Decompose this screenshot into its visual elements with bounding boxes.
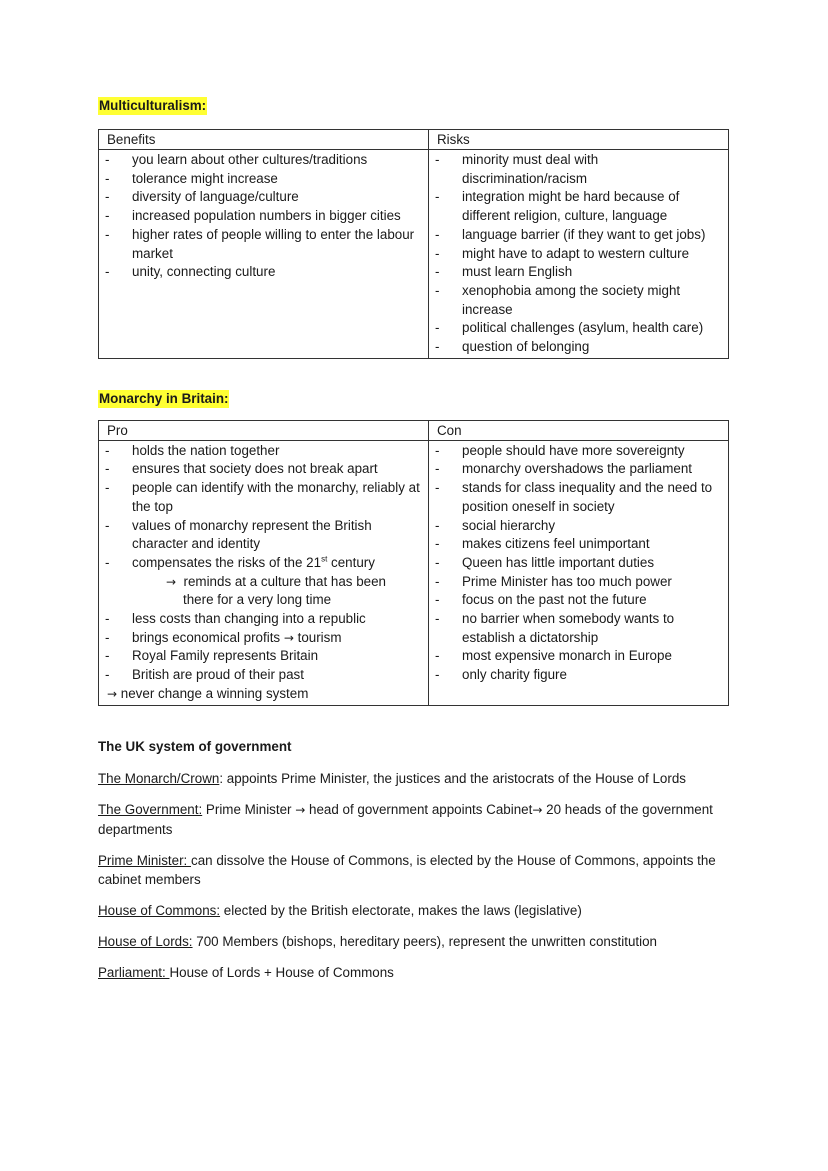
list-item: - tolerance might increase [99,170,424,189]
pro-list [99,442,424,704]
parliament-paragraph: Parliament: House of Lords + House of Commons [98,964,394,980]
government-section [98,738,728,982]
list-item: - holds the nation together [99,442,424,461]
con-list [429,442,724,685]
list-item: - people should have more sovereignty [429,442,724,461]
monarchy-table [98,420,729,706]
list-item: - British are proud of their past [99,666,424,685]
list-item: - makes citizens feel unimportant [429,535,724,554]
lords-paragraph: House of Lords: 700 Members (bishops, hereditary peers), represent the unwritten constitution [98,933,657,949]
right-arrow-icon: → [166,574,177,589]
list-item: - unity, connecting culture [99,263,424,282]
list-item: - less costs than changing into a republic [99,610,424,629]
list-item: - compensates the risks of the 21st century [99,554,424,573]
list-item: - no barrier when somebody wants to establish a dictatorship [429,610,724,647]
list-item: - xenophobia among the society might increase [429,282,724,319]
list-item: - ensures that society does not break apart [99,460,424,479]
right-arrow-icon: → [107,686,118,701]
monarch-paragraph: The Monarch/Crown: appoints Prime Minister, the justices and the aristocrats of the House of Lords [98,770,686,786]
monarch-term: The Monarch/Crown [98,770,220,786]
list-item: - Queen has little important duties [429,554,724,573]
government-term: The Government: [98,801,203,817]
list-item: - stands for class inequality and the need to position oneself in society [429,479,724,516]
list-item: - political challenges (asylum, health care) [429,319,724,338]
benefits-header: Benefits [99,130,429,150]
commons-term: House of Commons: [98,902,221,918]
list-item: - people can identify with the monarchy, reliably at the top [99,479,424,516]
list-item: - increased population numbers in bigger cities [99,207,424,226]
right-arrow-icon: → [283,630,294,645]
multiculturalism-table [98,129,729,359]
multiculturalism-section [98,97,728,359]
monarchy-section [98,390,728,706]
right-arrow-icon: → [295,802,306,817]
lords-term: House of Lords: [98,933,193,949]
list-item: - integration might be hard because of different religion, culture, language [429,188,724,225]
list-item: there for a very long time [183,592,332,608]
list-item: - might have to adapt to western culture [429,245,724,264]
parliament-term: Parliament: [98,964,170,980]
list-item: - diversity of language/culture [99,188,424,207]
commons-paragraph: House of Commons: elected by the British electorate, makes the laws (legislative) [98,902,582,918]
pro-header: Pro [99,420,429,440]
list-item: - monarchy overshadows the parliament [429,460,724,479]
list-item: - question of belonging [429,338,724,357]
prime-minister-paragraph: Prime Minister: can dissolve the House of Commons, is elected by the House of Commons, appoints the cabinet members [98,852,716,887]
list-item: - must learn English [429,263,724,282]
monarchy-heading: Monarchy in Britain: [99,390,229,406]
document-page [98,97,728,994]
government-title: The UK system of government [98,738,292,754]
risks-header: Risks [429,130,729,150]
list-item: → reminds at a culture that has been [166,573,386,589]
list-item: → never change a winning system [107,685,309,701]
government-paragraph: The Government: Prime Minister → head of government appoints Cabinet→ 20 heads of the government departments [98,801,713,837]
list-item: - Royal Family represents Britain [99,647,424,666]
right-arrow-icon: → [532,802,543,817]
list-item: - language barrier (if they want to get jobs) [429,226,724,245]
multiculturalism-heading: Multiculturalism: [99,98,207,113]
list-item: - most expensive monarch in Europe [429,647,724,666]
list-item: - brings economical profits → tourism [99,629,424,648]
list-item: - minority must deal with discrimination/racism [429,151,724,188]
list-item: - values of monarchy represent the British character and identity [99,517,424,554]
list-item: - social hierarchy [429,517,724,536]
list-item: - Prime Minister has too much power [429,573,724,592]
list-item: - focus on the past not the future [429,591,724,610]
list-item: - you learn about other cultures/traditions [99,151,424,170]
list-item: - only charity figure [429,666,724,685]
risks-list [429,151,724,357]
benefits-list [99,151,424,282]
con-header: Con [429,420,729,440]
list-item: - higher rates of people willing to enter the labour market [99,226,424,263]
prime-minister-term: Prime Minister: [98,852,192,868]
